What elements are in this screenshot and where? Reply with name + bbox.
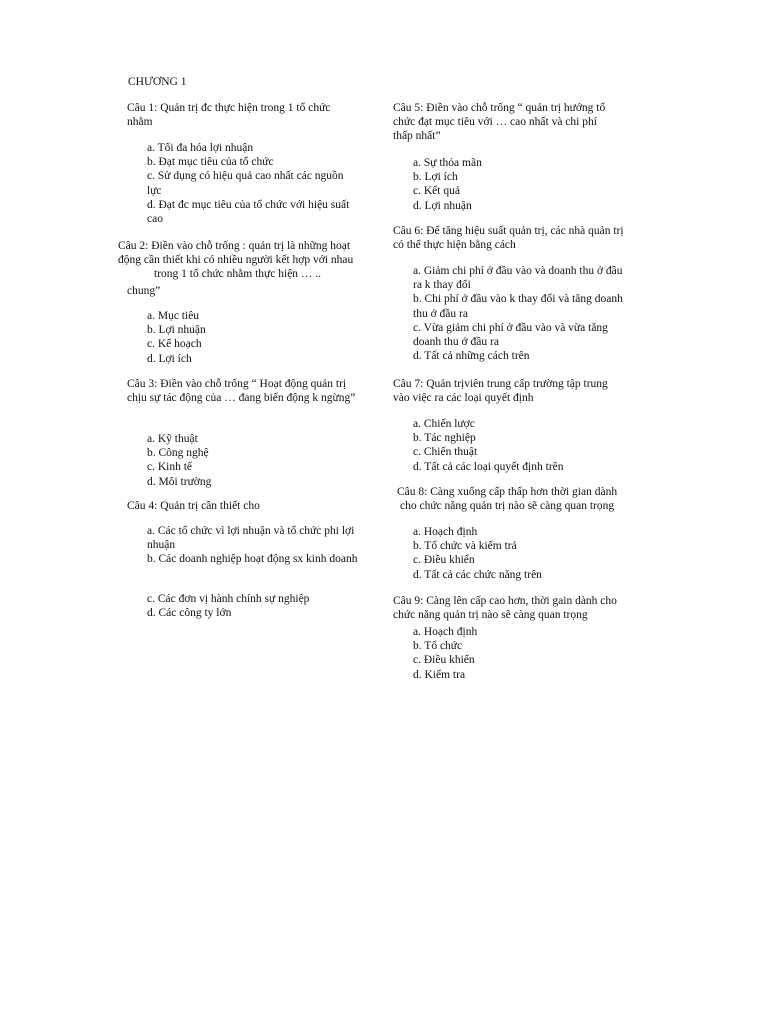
question-6-option-a: a. Giảm chi phí ở đầu vào và doanh thu ở đầu ra k thay đổi [413,265,623,292]
question-7-options [413,417,623,474]
question-9-option-b: b. Tổ chức [413,640,463,653]
question-6-option-b: b. Chi phí ở đầu vào k thay đổi và tăng doanh thu ở đầu ra [413,293,623,320]
question-6-options [413,264,633,363]
question-8-text-line-2: cho chức năng quản trị nào sẽ càng quan trọng [400,500,615,513]
question-5-text: Câu 5: Điền vào chỗ trống “ quản trị hướng tổ chức đạt mục tiêu với … cao nhất và chi phí thấp nhất” [393,102,606,143]
question-3-option-a: a. Kỹ thuật [147,433,198,445]
question-3-text: Câu 3: Điền vào chỗ trống “ Hoạt động quản trị chịu sự tác động của … đang biến động k ngừng” [127,378,356,405]
question-2-option-d: d. Lợi ích [147,352,192,365]
question-2-options [147,309,357,366]
question-3-options [147,432,357,489]
question-7-option-c: c. Chiến thuật [413,446,478,459]
question-6-option-c: c. Vừa giảm chi phí ở đầu vào và vừa tăng doanh thu ở đầu ra [413,321,608,349]
question-5-options [413,156,623,213]
question-4-option-a: a. Các tổ chức vì lợi nhuận và tổ chức phi lợi nhuận [147,525,355,552]
question-4-options-ab [147,524,367,567]
question-2-option-b: b. Lợi nhuận [147,324,206,337]
question-1-options [147,141,357,226]
question-7-text: Câu 7: Quản trịviên trung cấp trường tập trung vào việc ra các loại quyết định [393,378,608,405]
question-4-text: Câu 4: Quản trị cần thiết cho [127,500,260,512]
question-8-option-c: c. Điều khiển [413,554,475,567]
question-9-text-line-1: Câu 9: Càng lên cấp cao hơn, thời gain dành cho [393,595,617,607]
question-4-option-c: c. Các đơn vị hành chính sự nghiệp [147,593,310,605]
question-9-text [393,594,643,622]
question-2-option-c: c. Kế hoạch [147,338,202,351]
question-1-option-a: a. Tối đa hóa lợi nhuận [147,142,254,154]
question-8-options [413,525,623,582]
question-2-text [118,239,363,282]
question-5-option-b: b. Lợi ích [413,171,458,184]
question-7-option-a: a. Chiến lược [413,418,475,430]
question-1-text: Câu 1: Quản trị đc thực hiện trong 1 tổ chức nhằm [127,102,331,129]
question-2-text-line-2: trong 1 tổ chức nhằm thực hiện … .. [154,268,322,281]
question-6-option-d: d. Tất cả những cách trên [413,350,530,363]
question-5-option-c: c. Kết quả [413,185,460,198]
question-9-text-line-2: chức năng quản trị nào sẽ càng quan trọng [393,609,588,622]
question-1-option-b: b. Đạt mục tiêu của tổ chức [147,156,274,169]
question-5-option-a: a. Sự thỏa mãn [413,157,482,169]
question-6-text: Câu 6: Để tăng hiệu suất quản trị, các nhà quản trị có thể thực hiện bằng cách [393,225,624,252]
question-8-text [397,485,647,513]
question-7-option-b: b. Tác nghiệp [413,432,476,445]
question-9-option-c: c. Điều khiển [413,654,475,667]
question-8-option-d: d. Tất cả các chức năng trên [413,568,542,581]
question-2-option-a: a. Mục tiêu [147,310,200,322]
question-5-option-d: d. Lợi nhuận [413,199,472,212]
chapter-title: CHƯƠNG 1 [128,76,187,88]
question-4-option-d: d. Các công ty lớn [147,607,232,620]
question-8-text-line-1: Câu 8: Càng xuống cấp thấp hơn thời gian dành [397,486,618,498]
question-2-text-line-1: Câu 2: Điền vào chỗ trống : quản trị là những hoạt động cần thiết khi có nhiều người kết hợp với nhau [118,240,354,267]
question-4-option-b: b. Các doanh nghiệp hoạt động sx kinh doanh [147,553,358,566]
question-7-option-d: d. Tất cả các loại quyết định trên [413,460,564,473]
question-8-option-a: a. Hoạch định [413,526,478,538]
question-2-text-line-3: chung” [127,285,161,297]
question-3-option-b: b. Công nghệ [147,447,209,460]
question-1-option-c: c. Sử dụng có hiệu quả cao nhất các nguồn lực [147,170,344,197]
question-8-option-b: b. Tổ chức và kiểm trả [413,540,517,553]
question-3-option-c: c. Kinh tế [147,461,193,474]
question-9-option-a: a. Hoạch định [413,626,478,638]
question-1-option-d: d. Đạt đc mục tiêu của tổ chức với hiệu suất cao [147,198,350,226]
question-4-options-cd [147,592,367,620]
question-9-options [413,625,623,682]
question-9-option-d: d. Kiểm tra [413,668,466,681]
question-3-option-d: d. Môi trường [147,475,212,488]
